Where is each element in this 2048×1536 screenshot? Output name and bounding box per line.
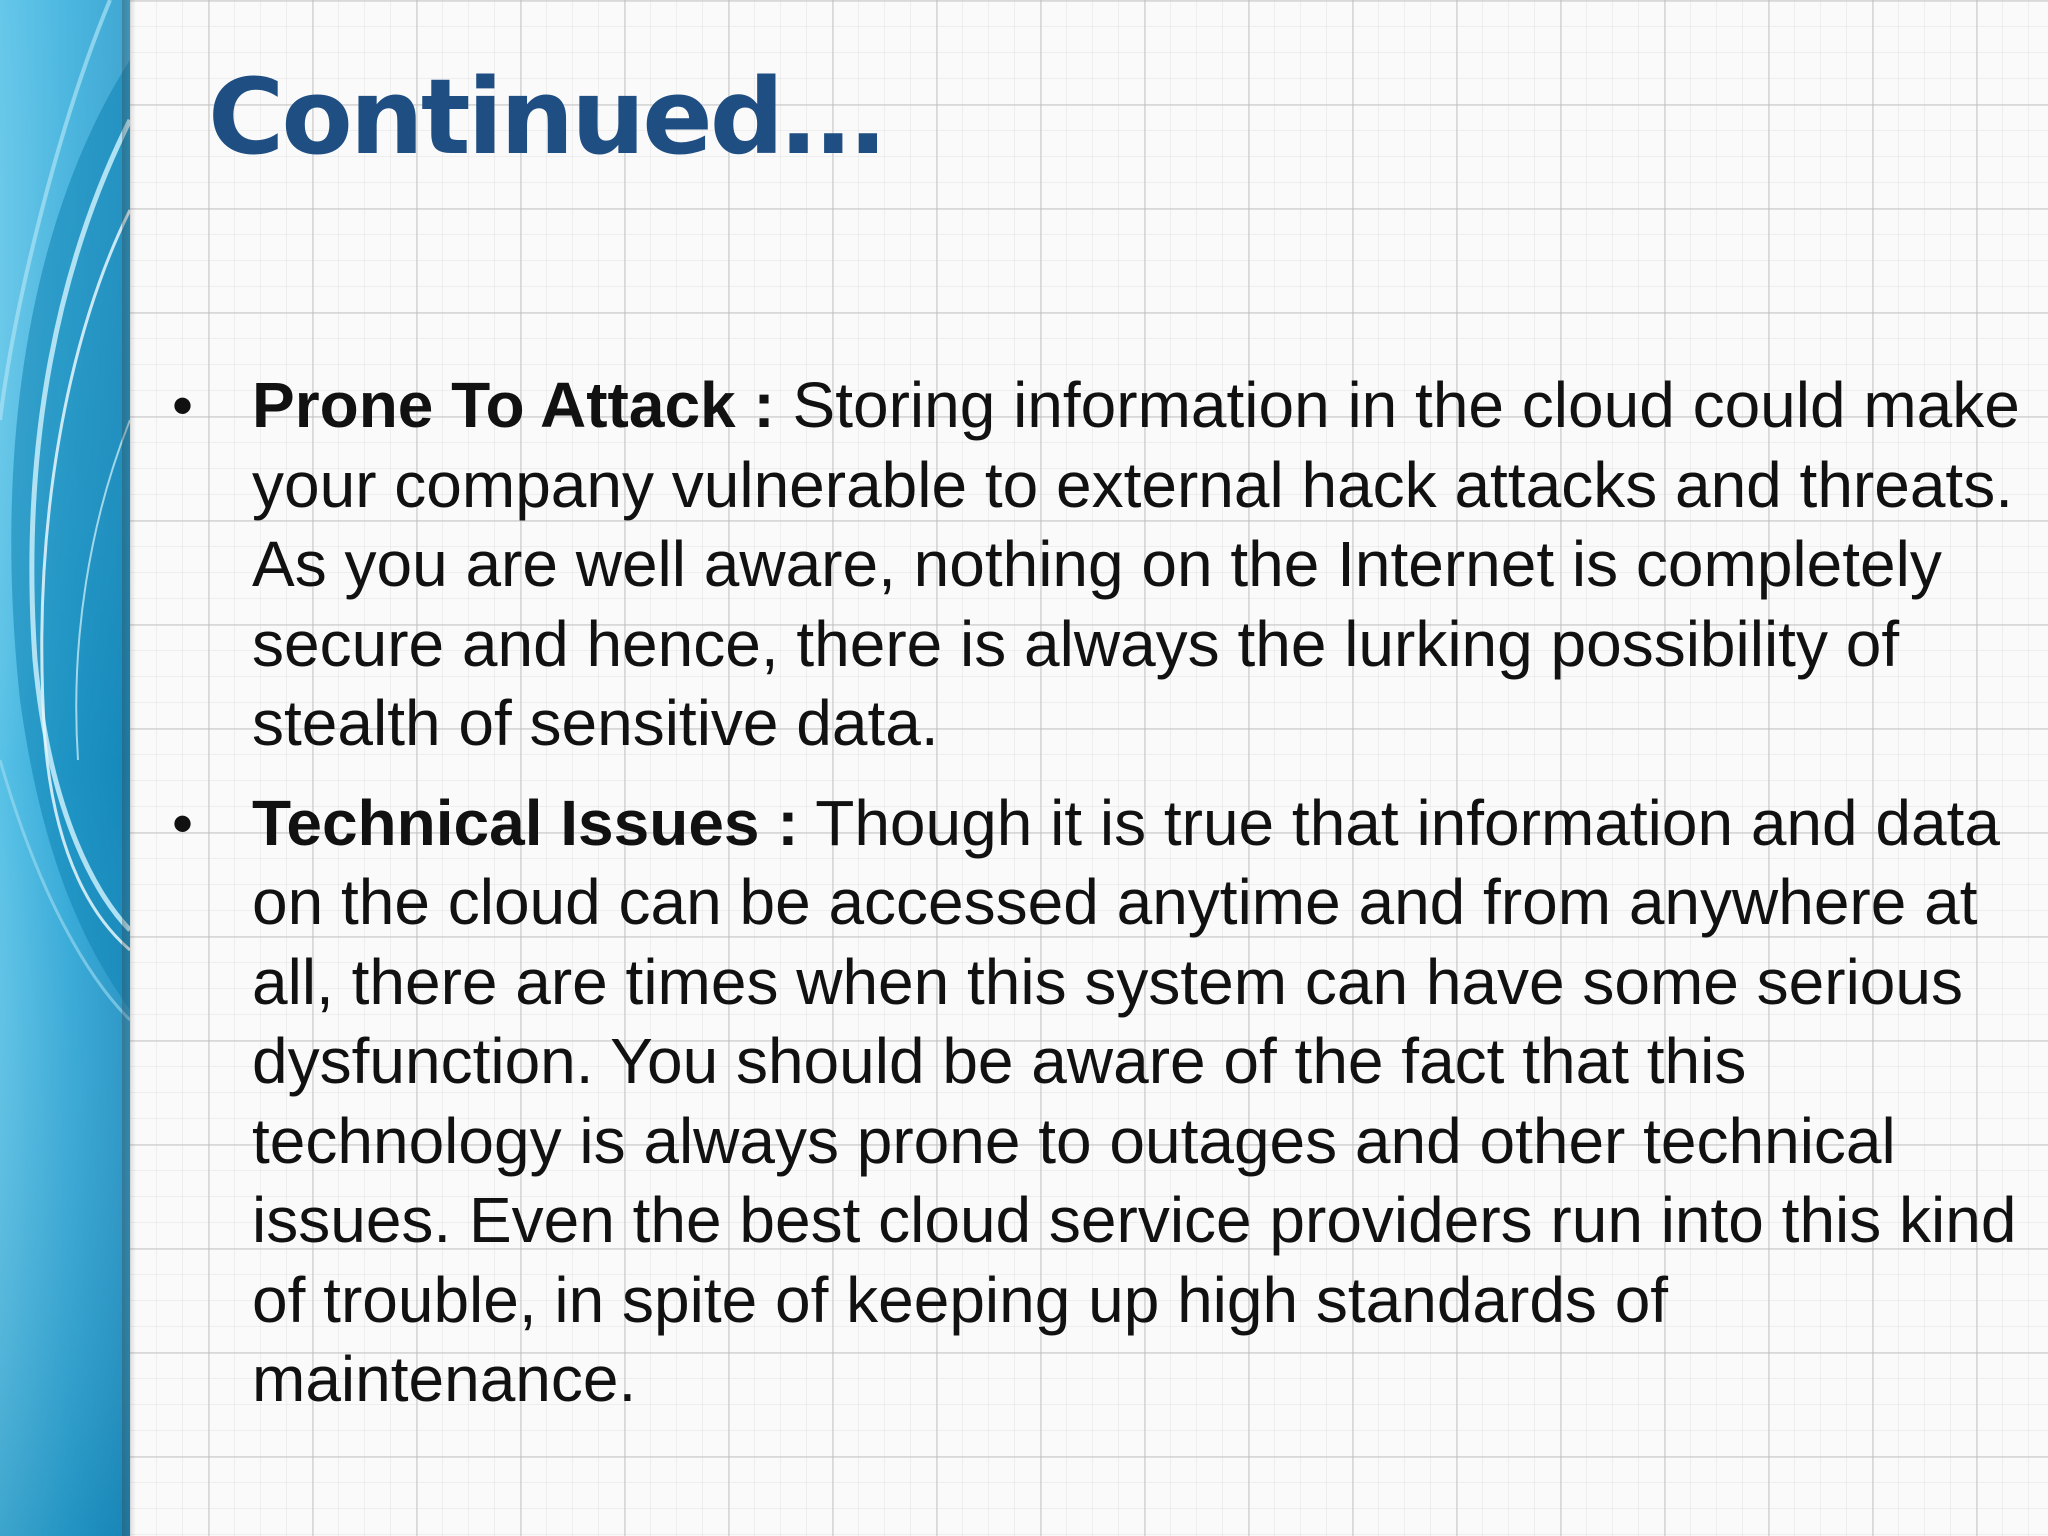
side-band-shadow: [122, 0, 136, 1536]
bullet-item-technical-issues: [172, 784, 2038, 1420]
bullet-icon: •: [172, 372, 194, 439]
bullet-text: Storing information in the cloud could make your company vulnerable to external hack attacks and threats. As you are well aware, nothing on the Internet is completely secure and hence, there is always the lurking possibility of stealth of sensitive data.: [252, 369, 2020, 759]
bullet-text: Though it is true that information and data on the cloud can be accessed anytime and from anywhere at all, there are times when this system can have some serious dysfunction. You should be aware of the fact that this technology is always prone to outages and other technical issues. Even the best cloud service providers run into this kind of trouble, in spite of keeping up high standards of maintenance.: [252, 786, 2017, 1415]
bullet-item-prone-to-attack: [172, 366, 2038, 764]
decorative-side-band: [0, 0, 130, 1536]
bullet-icon: •: [172, 789, 194, 857]
bullet-term: Prone To Attack :: [252, 369, 775, 441]
bullet-term: Technical Issues :: [252, 786, 799, 859]
slide-title: Continued…: [208, 56, 883, 178]
bullet-list: [172, 366, 2038, 1440]
